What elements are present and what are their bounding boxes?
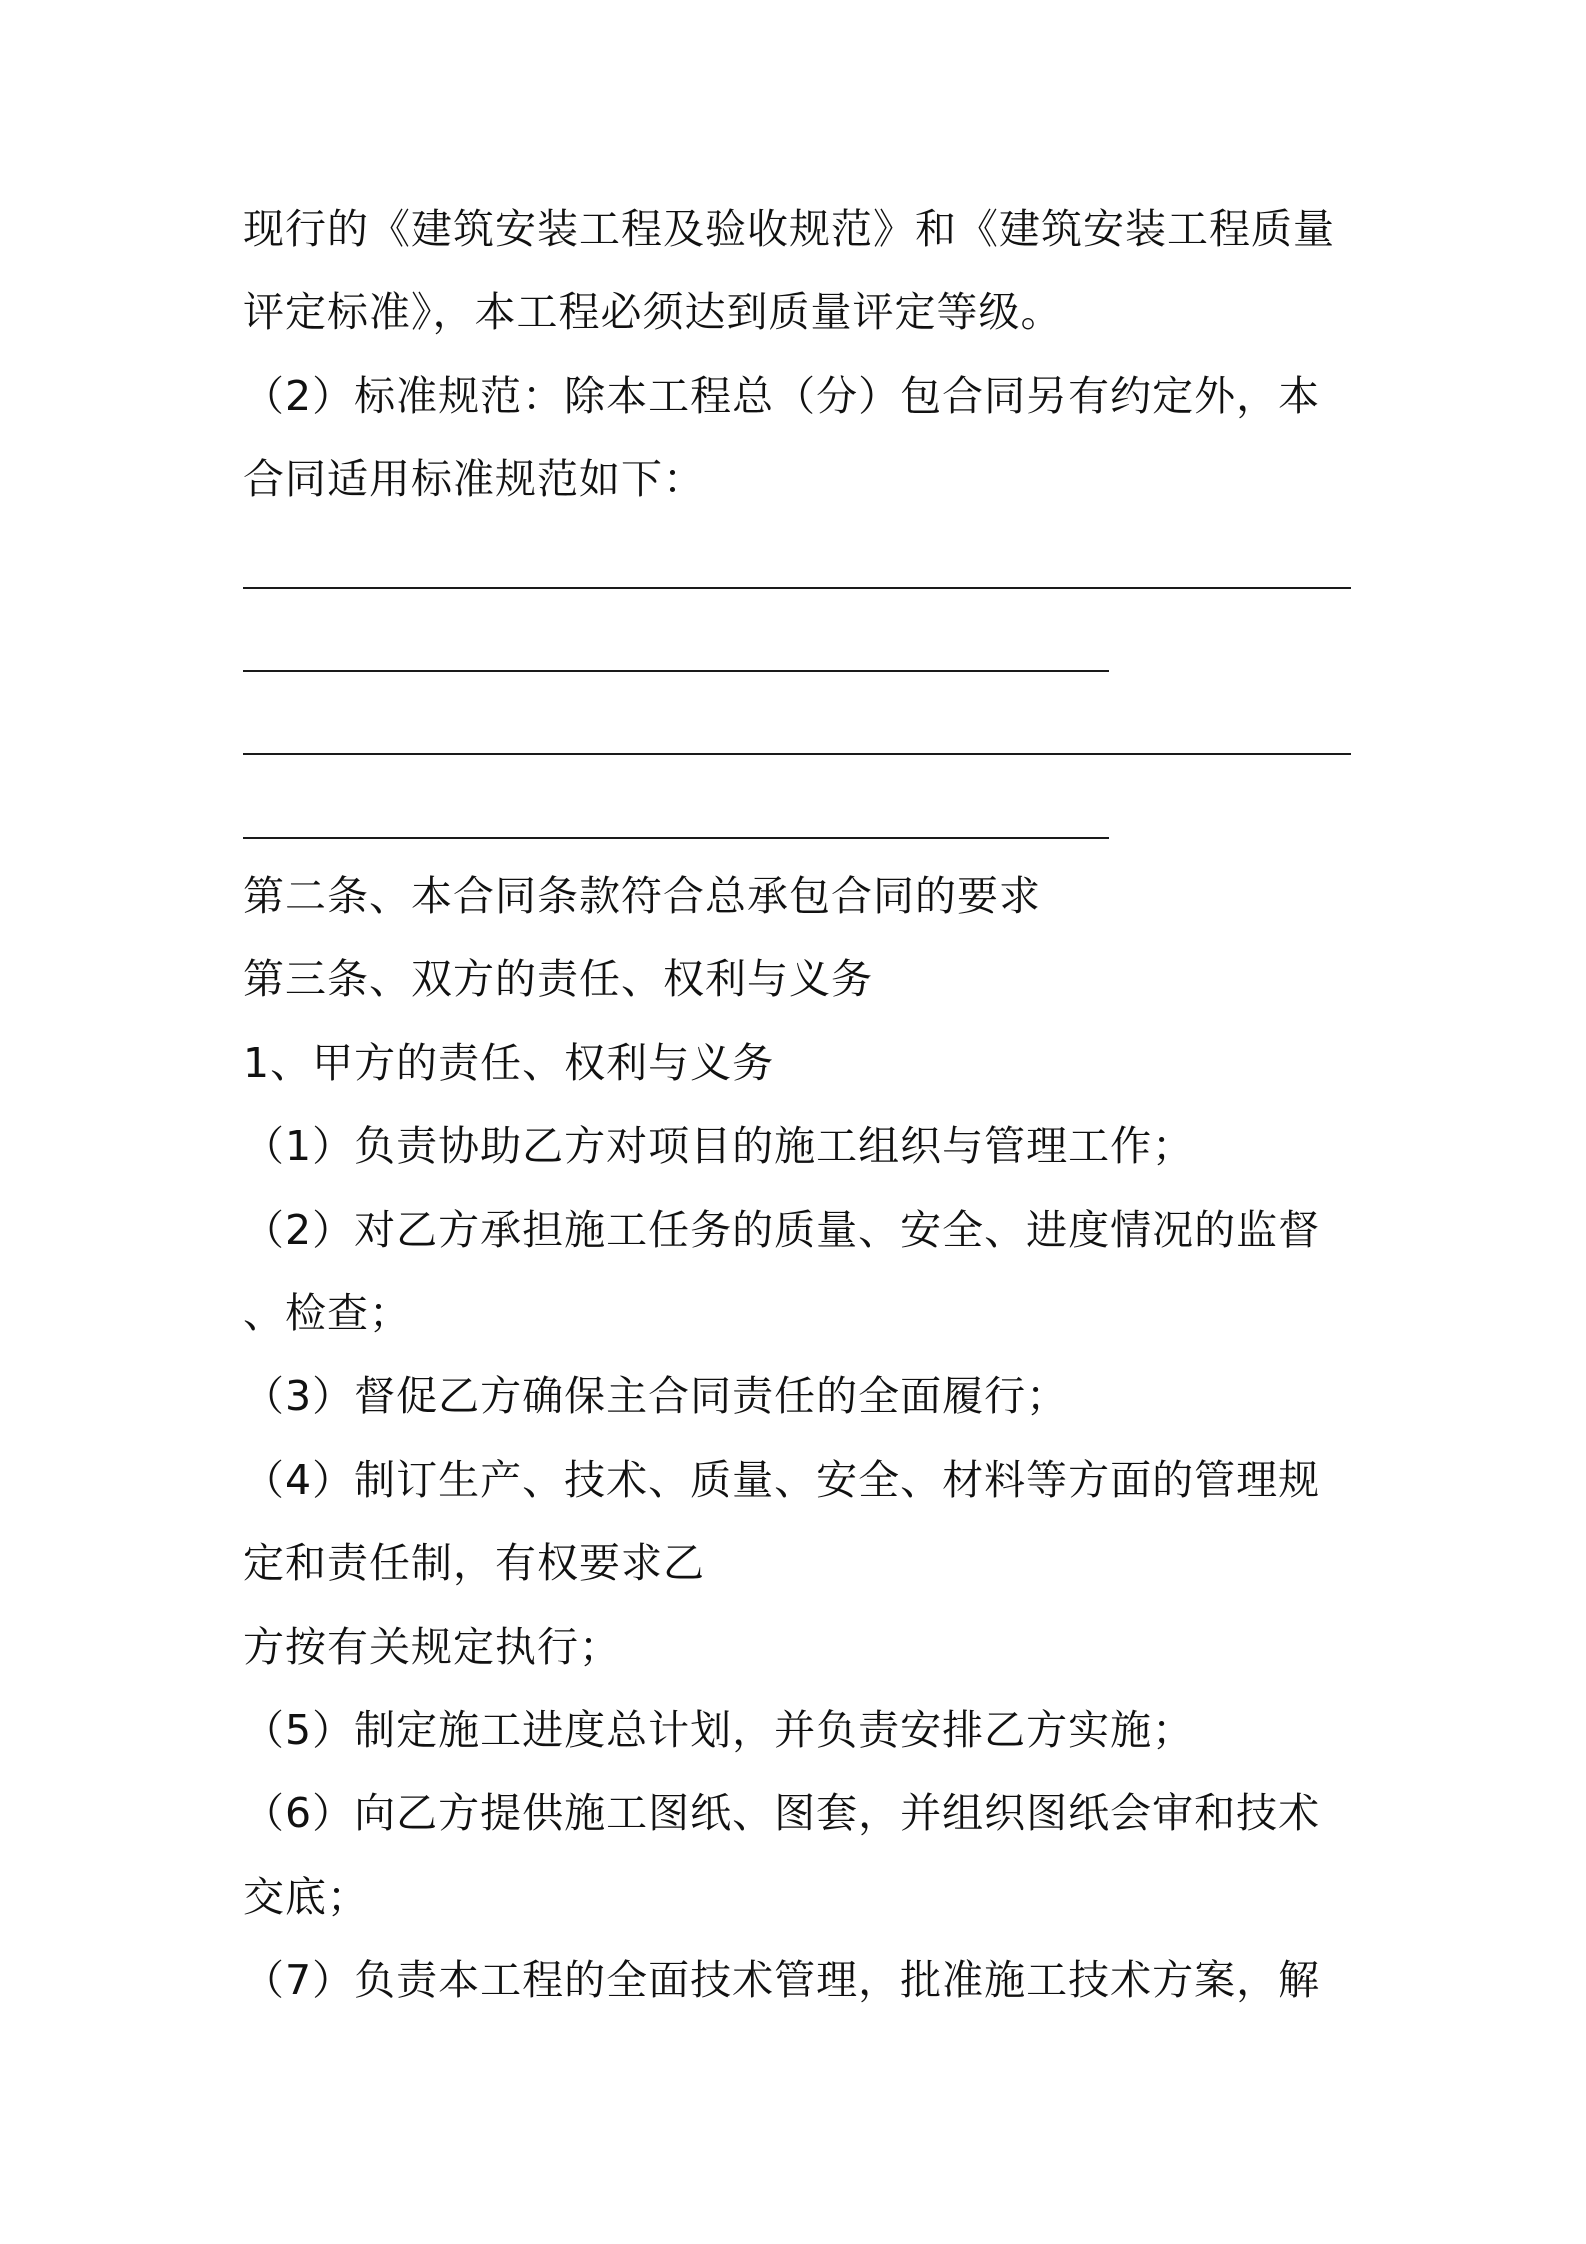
text-line: 、检查； xyxy=(243,1289,411,1337)
text-line: （6）向乙方提供施工图纸、图套，并组织图纸会审和技术 xyxy=(243,1789,1321,1837)
section-heading: 第二条、本合同条款符合总承包合同的要求 xyxy=(243,872,1041,920)
text-line: （1）负责协助乙方对项目的施工组织与管理工作； xyxy=(243,1122,1195,1170)
fill-in-blank-line xyxy=(243,670,1109,672)
fill-in-blank-line xyxy=(243,753,1351,755)
text-line: （4）制订生产、技术、质量、安全、材料等方面的管理规 xyxy=(243,1456,1321,1504)
subsection-heading: 1、甲方的责任、权利与义务 xyxy=(243,1039,775,1087)
text-line: 合同适用标准规范如下： xyxy=(243,455,705,503)
text-line: 方按有关规定执行； xyxy=(243,1623,621,1671)
fill-in-blank-line xyxy=(243,837,1109,839)
text-line: 定和责任制，有权要求乙 xyxy=(243,1539,705,1587)
text-line: 交底； xyxy=(243,1873,369,1921)
text-line: 现行的《建筑安装工程及验收规范》和《建筑安装工程质量 xyxy=(243,205,1335,253)
text-line: （2）对乙方承担施工任务的质量、安全、进度情况的监督 xyxy=(243,1206,1321,1254)
text-line: （2）标准规范：除本工程总（分）包合同另有约定外，本 xyxy=(243,372,1321,420)
section-heading: 第三条、双方的责任、权利与义务 xyxy=(243,955,873,1003)
text-line: （5）制定施工进度总计划，并负责安排乙方实施； xyxy=(243,1706,1195,1754)
text-line: （7）负责本工程的全面技术管理，批准施工技术方案，解 xyxy=(243,1956,1321,2004)
text-line: 评定标准》，本工程必须达到质量评定等级。 xyxy=(243,288,1063,336)
text-line: （3）督促乙方确保主合同责任的全面履行； xyxy=(243,1372,1069,1420)
fill-in-blank-line xyxy=(243,587,1351,589)
